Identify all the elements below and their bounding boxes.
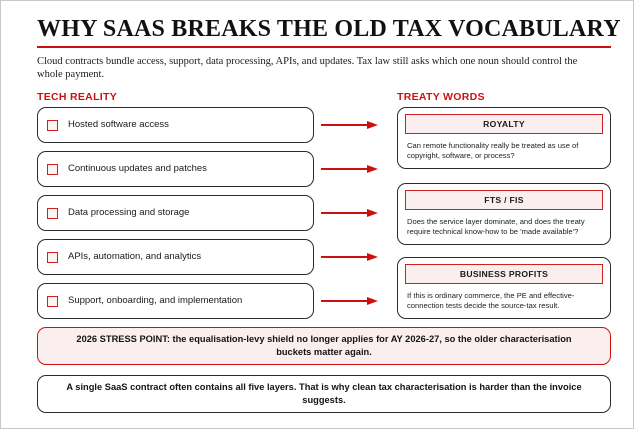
page-title: WHY SAAS BREAKS THE OLD TAX VOCABULARY	[37, 16, 621, 42]
treaty-card-royalty[interactable]	[397, 107, 611, 169]
treaty-card-body: Can remote functionality really be treated as use of copyright, software, or process?	[407, 141, 579, 160]
column-heading-tech-reality: TECH REALITY	[37, 91, 118, 103]
arrow-head	[367, 253, 378, 261]
arrow-right-icon-5	[321, 297, 383, 306]
arrow-right-icon-2	[321, 165, 383, 174]
checkbox-icon[interactable]	[47, 120, 58, 131]
checkbox-icon[interactable]	[47, 296, 58, 307]
checkbox-icon[interactable]	[47, 252, 58, 263]
checkbox-icon[interactable]	[47, 208, 58, 219]
tech-reality-card-5[interactable]	[37, 283, 314, 319]
tech-reality-label: Continuous updates and patches	[68, 163, 207, 174]
arrow-shaft	[321, 300, 369, 302]
tech-reality-label: Hosted software access	[68, 119, 169, 130]
arrow-shaft	[321, 212, 369, 214]
arrow-head	[367, 165, 378, 173]
title-divider	[37, 46, 611, 48]
arrow-head	[367, 209, 378, 217]
arrow-right-icon-3	[321, 209, 383, 218]
column-heading-treaty-words: TREATY WORDS	[397, 91, 485, 103]
arrow-shaft	[321, 124, 369, 126]
tech-reality-label: Support, onboarding, and implementation	[68, 295, 243, 306]
treaty-card-business-profits[interactable]	[397, 257, 611, 319]
page-subtitle: Cloud contracts bundle access, support, data processing, APIs, and updates. Tax law still asks which one noun should control the whole payment.	[37, 56, 578, 80]
tech-reality-card-3[interactable]	[37, 195, 314, 231]
treaty-card-heading: FTS / FIS	[405, 190, 603, 210]
treaty-card-body: If this is ordinary commerce, the PE and effective-connection tests decide the source-tax result.	[407, 291, 575, 310]
stress-point-banner: 2026 STRESS POINT: the equalisation-levy shield no longer applies for AY 2026-27, so the older characterisation buckets matter again.	[37, 327, 611, 365]
arrow-head	[367, 121, 378, 129]
checkbox-icon[interactable]	[47, 164, 58, 175]
summary-banner: A single SaaS contract often contains all five layers. That is why clean tax characterisation is harder than the invoice suggests.	[37, 375, 611, 413]
tech-reality-label: APIs, automation, and analytics	[68, 251, 202, 262]
treaty-card-fts-fis[interactable]	[397, 183, 611, 245]
arrow-head	[367, 297, 378, 305]
arrow-shaft	[321, 256, 369, 258]
treaty-card-heading: ROYALTY	[405, 114, 603, 134]
tech-reality-label: Data processing and storage	[68, 207, 190, 218]
tech-reality-card-2[interactable]	[37, 151, 314, 187]
arrow-right-icon-1	[321, 121, 383, 130]
treaty-card-body: Does the service layer dominate, and does the treaty require technical know-how to be 'made available'?	[407, 217, 585, 236]
tech-reality-card-4[interactable]	[37, 239, 314, 275]
treaty-card-heading: BUSINESS PROFITS	[405, 264, 603, 284]
arrow-shaft	[321, 168, 369, 170]
arrow-right-icon-4	[321, 253, 383, 262]
tech-reality-card-1[interactable]	[37, 107, 314, 143]
